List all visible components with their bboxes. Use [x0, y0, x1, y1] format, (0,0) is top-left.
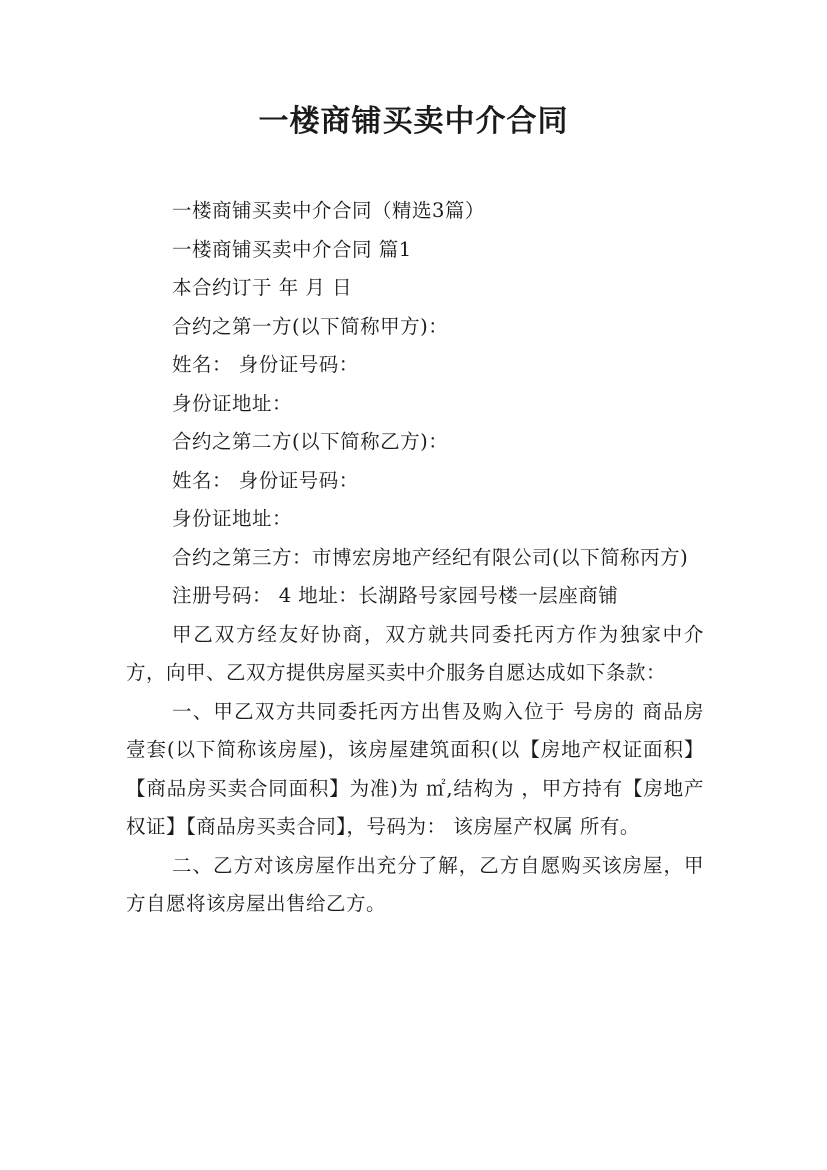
paragraph: 一楼商铺买卖中介合同（精选3篇） — [172, 199, 485, 222]
paragraph: 一、甲乙双方共同委托丙方出售及购入位于 号房的 商品房 壹套(以下简称该房屋)，该房屋建筑面积(以【房地产权证面积】【商品房买卖合同面积】为准)为 ㎡,结构为 ，甲方持有【房地产权证】【商品房买卖合同】，号码为： 该房屋产权属 所有。 — [126, 699, 704, 838]
paragraph: 合约之第三方：市博宏房地产经纪有限公司(以下简称丙方) — [172, 545, 689, 569]
paragraph: 合约之第一方(以下简称甲方)： — [172, 314, 449, 338]
document-title: 一楼商铺买卖中介合同 — [258, 104, 569, 139]
paragraph: 姓名： 身份证号码： — [172, 468, 359, 492]
document-body — [126, 192, 704, 924]
paragraph: 本合约订于 年 月 日 — [172, 276, 353, 299]
paragraph: 二、乙方对该房屋作出充分了解，乙方自愿购买该房屋，甲方自愿将该房屋出售给乙方。 — [126, 853, 704, 915]
paragraph: 姓名： 身份证号码： — [172, 353, 359, 376]
paragraph: 一楼商铺买卖中介合同 篇1 — [172, 237, 412, 261]
paragraph: 身份证地址： — [172, 391, 293, 415]
paragraph: 注册号码： 4 地址：长湖路号家园号楼一层座商铺 — [172, 584, 619, 607]
paragraph: 合约之第二方(以下简称乙方)： — [172, 430, 449, 453]
paragraph: 身份证地址： — [172, 507, 293, 530]
paragraph: 甲乙双方经友好协商，双方就共同委托丙方作为独家中介方，向甲、乙双方提供房屋买卖中介服务自愿达成如下条款： — [126, 622, 704, 684]
